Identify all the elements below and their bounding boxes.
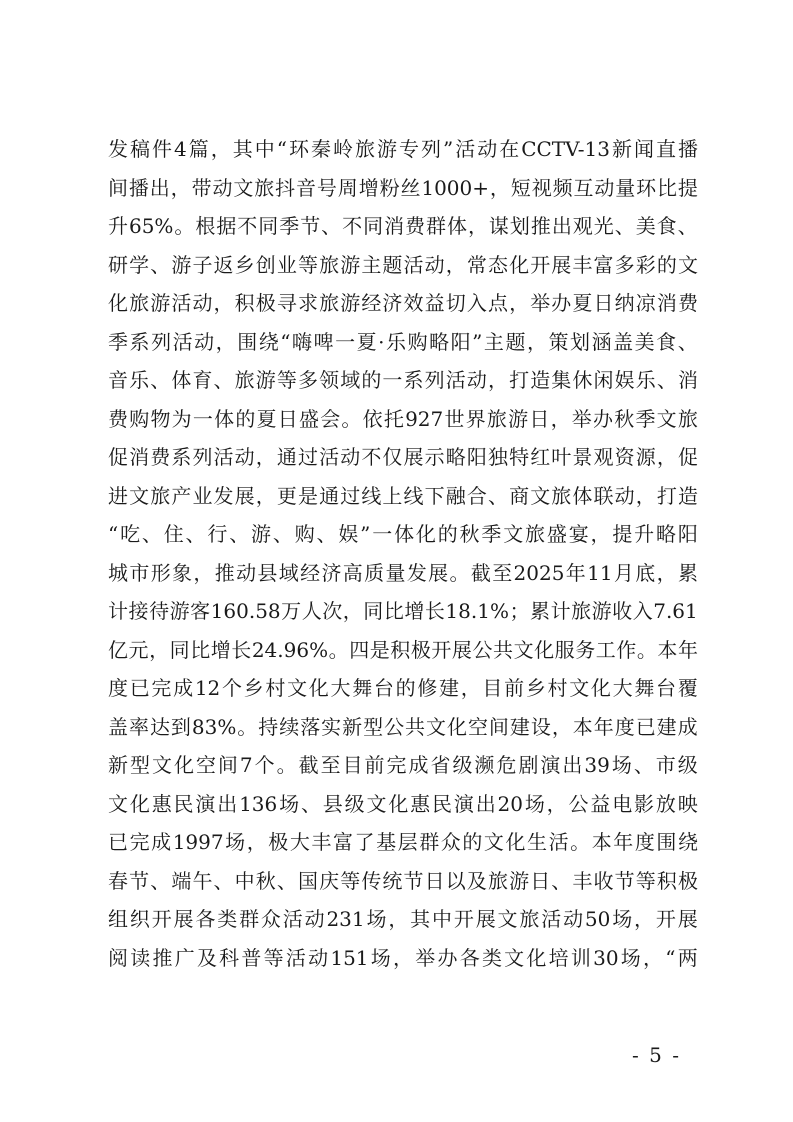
text-line: 城 市 形 象 ， 推 动 县 域 经 济 高 质 量 发 展 。 截 至 2025 年 11 月 底 ， 累 [108, 560, 698, 585]
text-line: 盖 率 达 到 83% 。 持 续 落 实 新 型 公 共 文 化 空 间 建 设 ， 本 年 度 已 建 成 [108, 714, 698, 739]
text-line: 间 播 出 ， 带 动 文 旅 抖 音 号 周 增 粉 丝 1000+ ， 短 视 频 互 动 量 环 比 提 [108, 175, 698, 200]
text-line: 春 节 、 端 午 、 中 秋 、 国 庆 等 传 统 节 日 以 及 旅 游 日 、 丰 收 节 等 积 极 [108, 868, 698, 893]
text-line: 亿 元 ， 同 比 增 长 24.96% 。 四 是 积 极 开 展 公 共 文 化 服 务 工 作 。 本 年 [108, 637, 698, 662]
text-line: 发 稿 件 4 篇 ， 其 中 “ 环 秦 岭 旅 游 专 列 ” 活 动 在 CCTV-13 新 闻 直 播 [108, 137, 698, 161]
text-line: 季 系 列 活 动 ， 围 绕 “ 嗨 啤 一 夏 · 乐 购 略 阳 ” 主 题 ， 策 划 涵 盖 美 食 、 [108, 329, 698, 354]
text-line: 费 购 物 为 一 体 的 夏 日 盛 会 。 依 托 927 世 界 旅 游 日 ， 举 办 秋 季 文 旅 [108, 406, 698, 431]
body-text [108, 130, 698, 977]
text-line: 进 文 旅 产 业 发 展 ， 更 是 通 过 线 上 线 下 融 合 、 商 文 旅 体 联 动 ， 打 造 [108, 483, 698, 508]
text-line: 促 消 费 系 列 活 动 ， 通 过 活 动 不 仅 展 示 略 阳 独 特 红 叶 景 观 资 源 ， 促 [108, 445, 698, 469]
text-line: 已 完 成 1997 场 ， 极 大 丰 富 了 基 层 群 众 的 文 化 生 活 。 本 年 度 围 绕 [108, 830, 698, 854]
text-line: “ 吃 、 住 、 行 、 游 、 购 、 娱 ” 一 体 化 的 秋 季 文 旅 盛 宴 ， 提 升 略 阳 [108, 522, 698, 546]
text-line: 升 65% 。 根 据 不 同 季 节 、 不 同 消 费 群 体 ， 谋 划 推 出 观 光 、 美 食 、 [108, 214, 698, 238]
text-line: 研 学 、 游 子 返 乡 创 业 等 旅 游 主 题 活 动 ， 常 态 化 开 展 丰 富 多 彩 的 文 [108, 252, 698, 277]
text-line: 度 已 完 成 12 个 乡 村 文 化 大 舞 台 的 修 建 ， 目 前 乡 村 文 化 大 舞 台 覆 [108, 676, 698, 700]
text-line: 音 乐 、 体 育 、 旅 游 等 多 领 域 的 一 系 列 活 动 ， 打 造 集 休 闲 娱 乐 、 消 [108, 368, 698, 392]
text-line: 新 型 文 化 空 间 7 个 。 截 至 目 前 完 成 省 级 濒 危 剧 演 出 39 场 、 市 级 [108, 753, 698, 777]
text-line: 组 织 开 展 各 类 群 众 活 动 231 场 ， 其 中 开 展 文 旅 活 动 50 场 ， 开 展 [108, 907, 698, 931]
text-line: 文 化 惠 民 演 出 136 场 、 县 级 文 化 惠 民 演 出 20 场 ， 公 益 电 影 放 映 [108, 791, 698, 816]
text-line: 化 旅 游 活 动 ， 积 极 寻 求 旅 游 经 济 效 益 切 入 点 ， 举 办 夏 日 纳 凉 消 费 [108, 291, 698, 315]
text-line: 阅 读 推 广 及 科 普 等 活 动 151 场 ， 举 办 各 类 文 化 培 训 30 场 ， “ 两 [108, 945, 698, 970]
page-number: - 5 - [632, 1043, 681, 1067]
text-line: 计 接 待 游 客 160.58 万 人 次 ， 同 比 增 长 18.1% ； 累 计 旅 游 收 入 7.61 [108, 599, 698, 623]
